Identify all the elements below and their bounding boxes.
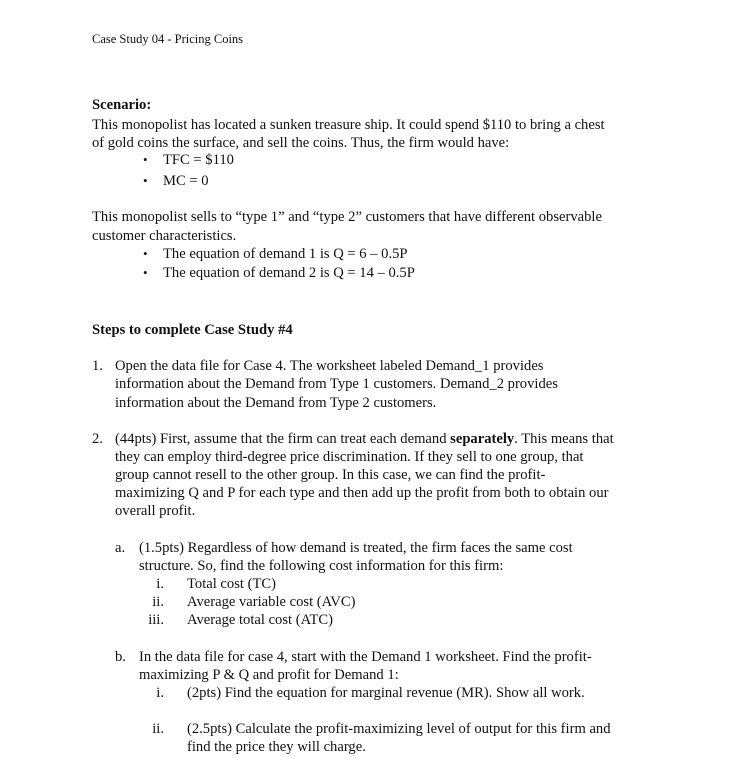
bullet-icon: •	[143, 265, 148, 280]
substep-a-label: a.	[115, 540, 126, 556]
substep-b-line: maximizing P & Q and profit for Demand 1:	[139, 667, 399, 683]
scenario-line-1: This monopolist has located a sunken treasure ship. It could spend $110 to bring a chest	[92, 117, 605, 133]
bullet-icon: •	[143, 173, 148, 188]
step-1-line: information about the Demand from Type 1 customers. Demand_2 provides	[115, 376, 558, 392]
step-2-line: maximizing Q and P for each type and then add up the profit from both to obtain our	[115, 485, 609, 501]
scenario-para2-line-1: This monopolist sells to “type 1” and “type 2” customers that have different observable	[92, 209, 602, 225]
cost-item: Average variable cost (AVC)	[187, 594, 356, 610]
substep-b-line: In the data file for case 4, start with the Demand 1 worksheet. Find the profit-	[139, 649, 592, 665]
step-2-number: 2.	[92, 431, 103, 447]
roman-numeral: iii.	[148, 612, 164, 628]
emphasis-separately: separately	[450, 431, 515, 447]
steps-heading: Steps to complete Case Study #4	[92, 322, 293, 338]
step-2-line: (44pts) First, assume that the firm can treat each demand separately. This means that	[115, 431, 614, 447]
roman-numeral: ii.	[152, 721, 164, 737]
question-item: (2pts) Find the equation for marginal revenue (MR). Show all work.	[187, 685, 585, 701]
roman-numeral: i.	[156, 685, 164, 701]
step-2-line: they can employ third-degree price discrimination. If they sell to one group, that	[115, 449, 584, 465]
substep-b-label: b.	[115, 649, 126, 665]
step-1-number: 1.	[92, 358, 103, 374]
cost-item: Average total cost (ATC)	[187, 612, 334, 628]
step-1-line: Open the data file for Case 4. The worksheet labeled Demand_1 provides	[115, 358, 544, 374]
step-2-line: group cannot resell to the other group. In this case, we can find the profit-	[115, 467, 546, 483]
substep-a-line: (1.5pts) Regardless of how demand is treated, the firm faces the same cost	[139, 540, 573, 556]
question-item: find the price they will charge.	[187, 739, 366, 755]
step-1-line: information about the Demand from Type 2 customers.	[115, 395, 437, 411]
scenario-line-2: of gold coins the surface, and sell the coins. Thus, the firm would have:	[92, 135, 510, 151]
step-2-line: overall profit.	[115, 503, 196, 519]
document-header: Case Study 04 - Pricing Coins	[92, 32, 244, 46]
roman-numeral: i.	[156, 576, 164, 592]
substep-a-line: structure. So, find the following cost information for this firm:	[139, 558, 504, 574]
cost-item: Total cost (TC)	[187, 576, 276, 592]
roman-numeral: ii.	[152, 594, 164, 610]
scenario-para2-line-2: customer characteristics.	[92, 228, 237, 244]
question-item: (2.5pts) Calculate the profit-maximizing level of output for this firm and	[187, 721, 611, 737]
scenario-heading: Scenario:	[92, 97, 152, 113]
bullet-icon: •	[143, 152, 148, 167]
bullet-icon: •	[143, 246, 148, 261]
